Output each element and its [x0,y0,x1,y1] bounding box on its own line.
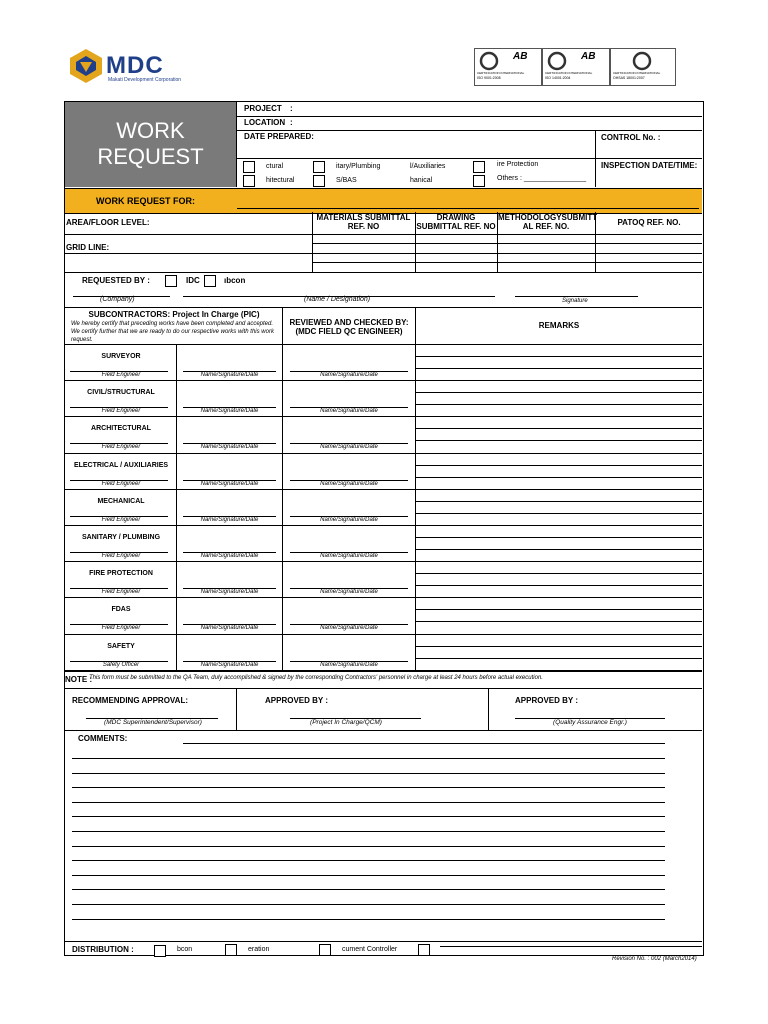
cert-q-icon [546,51,568,71]
trade-name: ARCHITECTURAL [91,425,151,433]
checkbox-structural[interactable] [243,161,255,173]
qc-sig-caption: Name/Signature/Date [320,516,378,523]
cert-ab-mark: AB [581,51,596,62]
dist-doc-controller-option: cument Controller [342,946,398,953]
revision-number: Revision No. : 002 (March2014) [612,956,697,962]
checkbox-fire-protection[interactable] [473,161,485,173]
company-caption: (Company) [100,296,135,303]
checkbox-sanitary[interactable] [313,161,325,173]
qc-signature-field[interactable] [290,648,408,660]
pic-signature-field[interactable] [183,467,276,479]
pic-sig-caption: Name/Signature/Date [200,480,259,487]
trade-role: Field Engineer [101,408,141,415]
checkbox-others[interactable] [473,175,485,187]
trade-name: SANITARY / PLUMBING [81,534,161,541]
checkbox-architectural[interactable] [243,175,255,187]
remarks-header: REMARKS [538,321,580,330]
qc-sig-caption: Name/Signature/Date [320,372,378,378]
cert-badge [610,48,676,86]
trade-name: FIRE PROTECTION [89,570,153,578]
discipline-auxiliaries: l/Auxiliaries [410,163,446,170]
trade-name: CIVIL/STRUCTURAL [87,389,155,397]
cert-name: CERTIFICATION INTERNATIONAL [477,71,525,75]
title-line2: REQUEST [97,144,204,169]
qc-signature-field[interactable] [290,358,408,370]
pic-signature-field[interactable] [183,358,276,370]
approval-sig-1[interactable] [86,705,218,718]
trade-role: Field Engineer [101,444,141,451]
mdc-logo-icon [68,48,104,84]
remarks-field[interactable] [416,562,701,596]
logo-subtext: Makati Development Corporation [108,77,182,83]
cert-badges [474,48,676,86]
checkbox-dist-subcon[interactable] [154,945,166,957]
subcon-certify-note: We hereby certify that preceding works have been completed and accepted. We certify further that we are ready to do our respective works with this work request. [71,321,274,343]
discipline-structural: ctural [266,163,284,170]
trade-role: Field Engineer [101,589,141,596]
qc-signature-field[interactable] [290,611,408,623]
trade-role: Field Engineer [101,553,141,559]
discipline-sanitary: itary/Plumbing [336,163,381,170]
location-label: LOCATION [244,118,286,127]
methodology-header: METHODOLOGYSUBMITT AL REF. NO. [498,213,598,231]
approval-sig-2[interactable] [290,705,421,718]
recommending-approval-label: RECOMMENDING APPROVAL: [72,696,188,705]
remarks-field[interactable] [416,381,701,415]
area-floor-label: AREA/FLOOR LEVEL: [66,218,150,227]
work-request-for-field[interactable] [237,193,699,209]
distribution-label: DISTRIBUTION : [72,945,134,954]
qc-sig-caption: Name/Signature/Date [320,480,378,487]
pic-sig-caption: Name/Signature/Date [200,625,259,632]
recommending-caption: (MDC Superintendent/Supervisor) [104,719,202,726]
trade-role: Field Engineer [101,372,141,378]
drawing-header: DRAWING SUBMITTAL REF. NO [416,213,496,231]
cert-badge [474,48,542,86]
pic-signature-field[interactable] [183,575,276,587]
title-line1: WORK [116,118,185,143]
remarks-field[interactable] [416,635,701,669]
dist-subcon-option: bcon [177,946,193,953]
inspection-label: INSPECTION DATE/TIME: [601,161,698,170]
approved-caption-2: (Quality Assurance Engr.) [553,719,627,726]
pic-sig-caption: Name/Signature/Date [200,589,259,596]
checkbox-dist-other[interactable] [418,944,430,956]
project-field[interactable] [300,103,700,115]
remarks-field[interactable] [416,345,701,379]
cert-badge [542,48,610,86]
discipline-architectural: hitectural [266,177,295,184]
remarks-field[interactable] [416,417,701,451]
pic-signature-field[interactable] [183,648,276,660]
patoq-header: PATOQ REF. NO. [617,218,681,227]
cert-q-icon [478,51,500,71]
checkbox-mdc[interactable] [165,275,177,287]
cert-name: CERTIFICATION INTERNATIONAL [613,71,661,75]
discipline-mechanical: hanical [410,177,433,184]
checkbox-fdas-bas[interactable] [313,175,325,187]
name-designation-caption: (Name / Designation) [304,296,371,303]
project-label: PROJECT [244,104,282,113]
subcon-title: SUBCONTRACTORS: Project In Charge (PIC) [88,310,260,319]
approved-caption-1: (Project In Charge/QCM) [310,719,382,726]
qc-sig-caption: Name/Signature/Date [320,661,378,668]
comments-label: COMMENTS: [78,734,128,743]
location-field[interactable] [300,117,700,129]
cert-std: OHSAS 18001:2007 [613,76,645,80]
remarks-field[interactable] [416,598,701,632]
remarks-field[interactable] [416,454,701,488]
trade-role: Field Engineer [101,480,141,487]
dist-operation-option: eration [248,946,270,953]
pic-sig-caption: Name/Signature/Date [200,372,259,378]
pic-sig-caption: Name/Signature/Date [200,408,259,415]
requested-mdc-option: IDC [186,276,200,285]
signature-caption: Signature [562,298,588,304]
approval-sig-3[interactable] [515,705,665,718]
grid-line-label: GRID LINE: [66,243,110,252]
note-text: This form must be submitted to the QA Team, duly accomplished & signed by the corresponding Contractors' personnel in charge at least 24 hours before actual execution. [89,675,543,681]
comments-field[interactable] [72,736,665,936]
qc-sig-caption: Name/Signature/Date [320,625,378,632]
pic-sig-caption: Name/Signature/Date [200,661,259,668]
pic-signature-field[interactable] [183,539,276,551]
work-request-for-label: WORK REQUEST FOR: [96,196,195,206]
checkbox-dist-operation[interactable] [225,944,237,956]
trade-name: ELECTRICAL / AUXILIARIES [73,461,169,469]
trade-role: Field Engineer [101,516,141,523]
qc-sig-caption: Name/Signature/Date [320,553,378,559]
trade-role: Field Engineer [101,625,141,632]
approved-by-label-2: APPROVED BY : [515,696,578,705]
project-colon: : [290,104,293,113]
discipline-fdas-bas: S/BAS [336,177,357,184]
title-panel [65,102,236,187]
cert-ab-mark: AB [513,51,528,62]
work-request-for-bar [65,188,702,214]
qc-signature-field[interactable] [290,394,408,406]
discipline-fire-protection: ire Protection [497,161,539,168]
qc-signature-field[interactable] [290,503,408,515]
qc-sig-caption: Name/Signature/Date [320,444,378,451]
pic-signature-field[interactable] [183,611,276,623]
qc-sig-caption: Name/Signature/Date [320,589,378,596]
checkbox-subcon[interactable] [204,275,216,287]
materials-header: MATERIALS SUBMITTAL REF. NO [316,213,411,231]
trade-name: SAFETY [107,642,135,650]
trade-name: SURVEYOR [101,353,141,360]
cert-name: CERTIFICATION INTERNATIONAL [545,71,593,75]
reviewed-checked-header: REVIEWED AND CHECKED BY: (MDC FIELD QC ENGINEER) [289,318,409,336]
trade-name: FDAS [111,606,131,614]
pic-signature-field[interactable] [183,394,276,406]
requested-by-label: REQUESTED BY : [82,276,150,285]
cert-std: ISO 9001:2008 [477,76,501,80]
cert-std: ISO 14001:2004 [545,76,571,80]
qc-signature-field[interactable] [290,539,408,551]
pic-sig-caption: Name/Signature/Date [200,444,259,451]
cert-q-icon [631,51,653,71]
qc-sig-caption: Name/Signature/Date [320,408,378,415]
trade-name: MECHANICAL [97,497,145,505]
mdc-logo [68,48,208,84]
requested-subcon-option: ıbcon [224,276,246,285]
date-prepared-label: DATE PREPARED: [244,132,314,141]
trade-role: Safety Officer [102,661,140,668]
pic-signature-field[interactable] [183,503,276,515]
approved-by-label-1: APPROVED BY : [265,696,328,705]
discipline-others: Others : ________________ [497,175,587,182]
pic-sig-caption: Name/Signature/Date [200,553,259,559]
location-colon: : [290,118,293,127]
pic-sig-caption: Name/Signature/Date [200,516,259,523]
remarks-field[interactable] [416,526,701,560]
remarks-field[interactable] [416,490,701,524]
pic-signature-field[interactable] [183,430,276,442]
qc-signature-field[interactable] [290,430,408,442]
qc-signature-field[interactable] [290,575,408,587]
checkbox-dist-doc-controller[interactable] [319,944,331,956]
note-label: NOTE : [65,675,93,684]
control-no-label: CONTROL No. : [601,133,661,142]
qc-signature-field[interactable] [290,467,408,479]
logo-text: MDC [106,52,164,79]
